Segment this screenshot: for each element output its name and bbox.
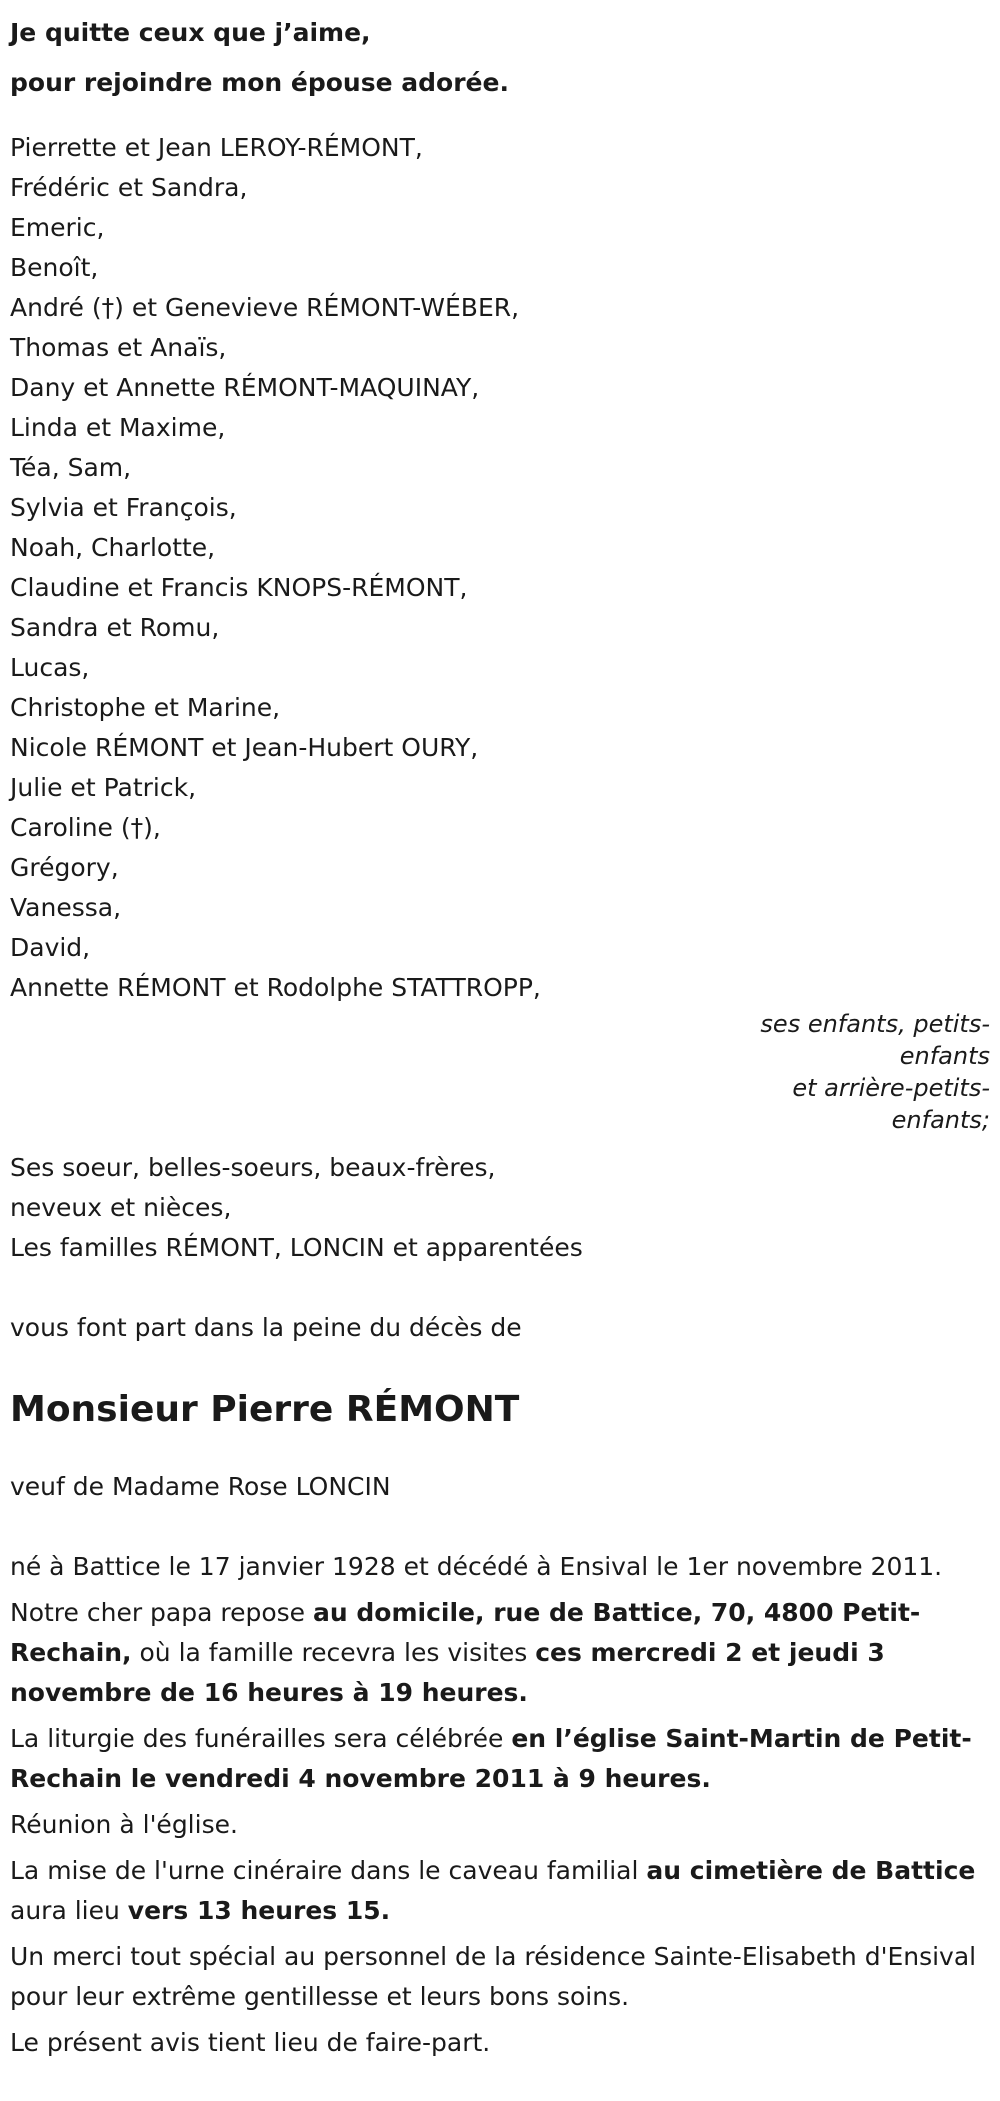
- liturgy-place-time: en l’église Saint-Martin de Petit-Rechain le vendredi 4 novembre 2011 à 9 heures.: [10, 1724, 972, 1793]
- intro-line-2: pour rejoindre mon épouse adorée.: [10, 68, 509, 97]
- family-name: Christophe et Marine,: [10, 693, 281, 722]
- family-name: David,: [10, 933, 91, 962]
- deceased-name: Monsieur Pierre RÉMONT: [10, 1389, 520, 1430]
- repose-text-2: où la famille recevra les visites: [131, 1638, 536, 1667]
- family-name: Annette RÉMONT et Rodolphe STATTROPP,: [10, 973, 541, 1002]
- widower-note: veuf de Madame Rose LONCIN: [10, 1472, 391, 1501]
- urn-time: vers 13 heures 15.: [127, 1896, 391, 1925]
- repose-address: au domicile, rue de Battice, 70, 4800 Petit-Rechain,: [10, 1598, 921, 1667]
- family-names-list: [10, 128, 990, 1008]
- family-name: Dany et Annette RÉMONT-MAQUINAY,: [10, 373, 480, 402]
- repose-visit-times: ces mercredi 2 et jeudi 3 novembre de 16 heures à 19 heures.: [10, 1638, 885, 1707]
- family-name: Benoît,: [10, 253, 99, 282]
- extended-line-2: neveux et nièces,: [10, 1193, 232, 1222]
- urn-text-1: La mise de l'urne cinéraire dans le caveau familial: [10, 1856, 647, 1885]
- family-name: Linda et Maxime,: [10, 413, 226, 442]
- relation-line-2: et arrière-petits-enfants;: [792, 1074, 990, 1134]
- urn-info: [10, 1851, 1000, 1931]
- birth-death-info: né à Battice le 17 janvier 1928 et décédé à Ensival le 1er novembre 2011.: [10, 1552, 943, 1581]
- family-name: Sandra et Romu,: [10, 613, 220, 642]
- intro-line-1: Je quitte ceux que j’aime,: [10, 18, 371, 47]
- family-name: Pierrette et Jean LEROY-RÉMONT,: [10, 133, 423, 162]
- extended-line-3: Les familles RÉMONT, LONCIN et apparentées: [10, 1233, 583, 1262]
- family-name: André (†) et Genevieve RÉMONT-WÉBER,: [10, 293, 520, 322]
- closing-note: Le présent avis tient lieu de faire-part.: [10, 2028, 491, 2057]
- family-name: Nicole RÉMONT et Jean-Hubert OURY,: [10, 733, 479, 762]
- extended-family: [10, 1148, 990, 1268]
- announcement: vous font part dans la peine du décès de: [10, 1313, 522, 1342]
- extended-line-1: Ses soeur, belles-soeurs, beaux-frères,: [10, 1153, 496, 1182]
- family-name: Emeric,: [10, 213, 105, 242]
- family-name: Grégory,: [10, 853, 119, 882]
- repose-text-1: Notre cher papa repose: [10, 1598, 314, 1627]
- family-name: Caroline (†),: [10, 813, 161, 842]
- liturgy-info: [10, 1719, 1000, 1799]
- family-name: Julie et Patrick,: [10, 773, 197, 802]
- urn-place: au cimetière de Battice: [646, 1856, 976, 1885]
- reunion-info: Réunion à l'église.: [10, 1810, 238, 1839]
- liturgy-text: La liturgie des funérailles sera célébrée: [10, 1724, 512, 1753]
- intro-quote: [10, 0, 990, 108]
- family-name: Sylvia et François,: [10, 493, 237, 522]
- thanks-note: Un merci tout spécial au personnel de la résidence Sainte-Elisabeth d'Ensival pour leur extrême gentillesse et leurs bons soins.: [10, 1942, 977, 2011]
- family-name: Téa, Sam,: [10, 453, 132, 482]
- urn-text-2: aura lieu: [10, 1896, 128, 1925]
- relation-line-1: ses enfants, petits-enfants: [760, 1010, 990, 1070]
- repose-info: [10, 1593, 1000, 1713]
- family-name: Lucas,: [10, 653, 90, 682]
- family-name: Thomas et Anaïs,: [10, 333, 227, 362]
- relation-note: [10, 1008, 990, 1136]
- family-name: Claudine et Francis KNOPS-RÉMONT,: [10, 573, 468, 602]
- family-name: Noah, Charlotte,: [10, 533, 216, 562]
- family-name: Frédéric et Sandra,: [10, 173, 248, 202]
- family-name: Vanessa,: [10, 893, 122, 922]
